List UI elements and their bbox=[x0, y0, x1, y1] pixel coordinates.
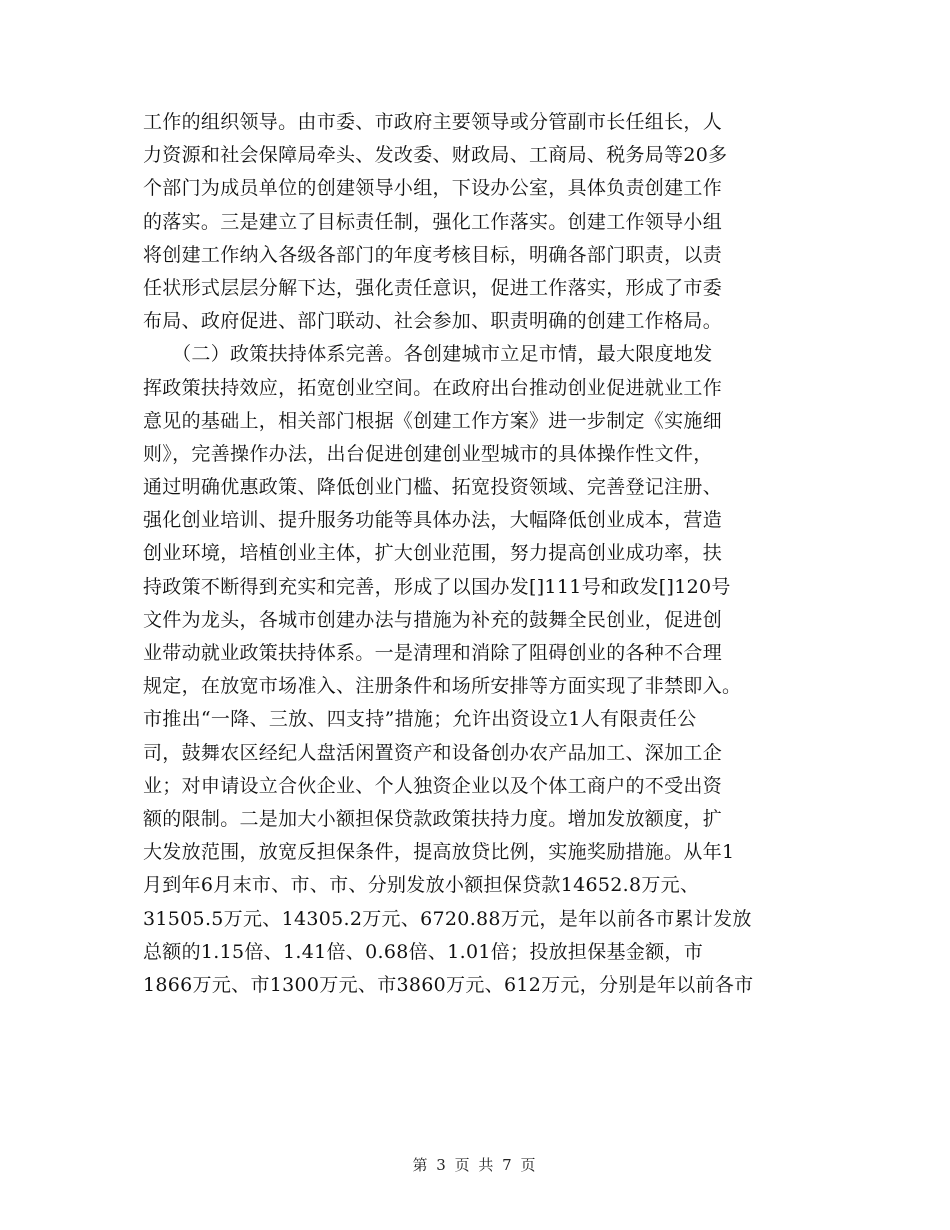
text-line-14: 创业环境，培植创业主体，扩大创业范围，努力提高创业成功率，扶 bbox=[143, 542, 723, 565]
text-line-5: 将创建工作纳入各级各部门的年度考核目标，明确各部门职责，以责 bbox=[143, 243, 723, 266]
text-line-10: 意见的基础上，相关部门根据《创建工作方案》进一步制定《实施细 bbox=[143, 409, 723, 432]
text-line-1: 工作的组织领导。由市委、市政府主要领导或分管副市长任组长，人 bbox=[143, 111, 723, 133]
page-number-footer: 第 3 页 共 7 页 bbox=[412, 1156, 538, 1174]
text-line-24: 月到年6月末市、市、市、分别发放小额担保贷款14652.8万元、 bbox=[143, 874, 700, 897]
text-line-21: 业；对申请设立合伙企业、个人独资企业以及个体工商户的不受出资 bbox=[143, 774, 723, 797]
text-line-8: （二）政策扶持体系完善。各创建城市立足市情，最大限度地发 bbox=[143, 343, 713, 366]
text-line-22: 额的限制。二是加大小额担保贷款政策扶持力度。增加发放额度，扩 bbox=[143, 807, 723, 830]
text-line-6: 任状形式层层分解下达，强化责任意识，促进工作落实，形成了市委 bbox=[143, 276, 723, 299]
text-line-16: 文件为龙头，各城市创建办法与措施为补充的鼓舞全民创业，促进创 bbox=[143, 608, 723, 631]
text-line-23: 大发放范围，放宽反担保条件，提高放贷比例，实施奖励措施。从年1 bbox=[143, 841, 735, 864]
text-line-20: 司，鼓舞农区经纪人盘活闲置资产和设备创办农产品加工、深加工企 bbox=[143, 741, 723, 764]
text-line-26: 总额的1.15倍、1.41倍、0.68倍、1.01倍；投放担保基金额，市 bbox=[143, 940, 704, 963]
text-line-4: 的落实。三是建立了目标责任制，强化工作落实。创建工作领导小组 bbox=[143, 210, 723, 233]
text-line-13: 强化创业培训、提升服务功能等具体办法，大幅降低创业成本，营造 bbox=[143, 509, 723, 532]
text-line-11: 则》，完善操作办法，出台促进创建创业型城市的具体操作性文件， bbox=[143, 442, 713, 465]
text-line-17: 业带动就业政策扶持体系。一是清理和消除了阻碍创业的各种不合理 bbox=[143, 642, 723, 664]
text-line-18: 规定，在放宽市场准入、注册条件和场所安排等方面实现了非禁即入。 bbox=[143, 675, 742, 698]
text-line-15: 持政策不断得到充实和完善，形成了以国办发[]111号和政发[]120号 bbox=[143, 575, 731, 598]
text-line-27: 1866万元、市1300万元、市3860万元、612万元，分别是年以前各市 bbox=[143, 973, 754, 996]
text-line-9: 挥政策扶持效应，拓宽创业空间。在政府出台推动创业促进就业工作 bbox=[143, 376, 723, 399]
text-line-7: 布局、政府促进、部门联动、社会参加、职责明确的创建工作格局。 bbox=[143, 310, 723, 333]
text-line-3: 个部门为成员单位的创建领导小组，下设办公室，具体负责创建工作 bbox=[143, 177, 723, 200]
text-line-12: 通过明确优惠政策、降低创业门槛、拓宽投资领域、完善登记注册、 bbox=[143, 476, 723, 499]
text-line-25: 31505.5万元、14305.2万元、6720.88万元，是年以前各市累计发放 bbox=[143, 907, 752, 930]
body-text bbox=[143, 106, 808, 1002]
text-line-2: 力资源和社会保障局牵头、发改委、财政局、工商局、税务局等20多 bbox=[143, 144, 728, 167]
text-line-19: 市推出“一降、三放、四支持”措施；允许出资设立1人有限责任公 bbox=[143, 708, 697, 731]
